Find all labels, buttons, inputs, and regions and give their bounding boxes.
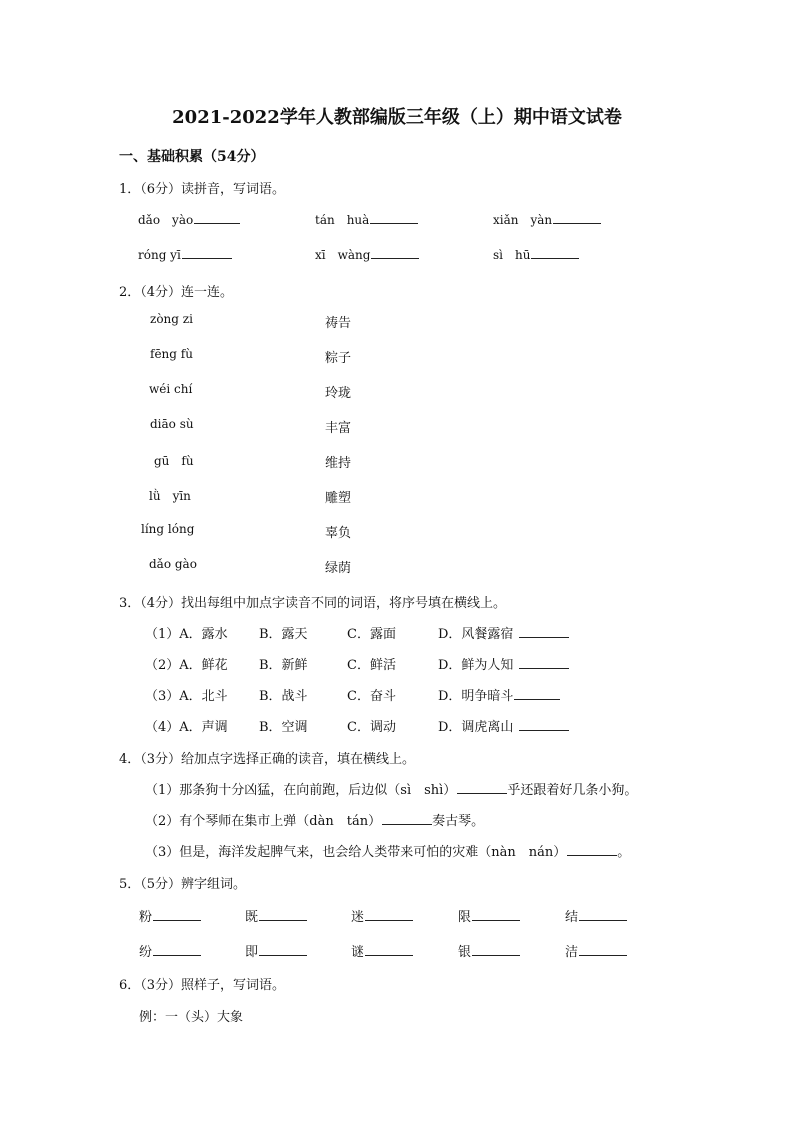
answer-blank[interactable]	[370, 211, 418, 224]
q3-option: D．鲜为人知	[438, 654, 569, 673]
answer-blank[interactable]	[567, 843, 617, 856]
q3-option: D．调虎离山	[438, 716, 569, 735]
q3-option: D．风餐露宿	[438, 623, 569, 642]
q2-pinyin: zòng zi	[150, 312, 193, 326]
q3-option: （3）A．北斗	[145, 689, 228, 704]
q2-word: 雕塑	[325, 491, 352, 506]
q5-char: 既	[245, 906, 307, 925]
answer-blank[interactable]	[519, 656, 569, 669]
q3-option: B．空调	[259, 720, 308, 735]
q1-item: sì hū	[493, 246, 579, 263]
q1-item: xī wàng	[315, 246, 419, 263]
q2-pinyin: wéi chí	[149, 382, 193, 396]
q2-pinyin: fēng fù	[150, 347, 193, 361]
question-2-prompt: 2．（4分）连一连。	[119, 285, 234, 300]
q3-option: C．调动	[347, 720, 396, 735]
q3-option: D．明争暗斗	[438, 685, 560, 704]
q2-pinyin: diāo sù	[150, 417, 194, 431]
q2-pinyin: líng lóng	[141, 522, 195, 536]
q5-char: 谜	[351, 941, 413, 960]
q2-word: 绿荫	[325, 561, 352, 576]
answer-blank[interactable]	[153, 943, 201, 956]
answer-blank[interactable]	[519, 718, 569, 731]
question-6-prompt: 6．（3分）照样子，写词语。	[119, 978, 286, 993]
q3-option: B．战斗	[259, 689, 308, 704]
answer-blank[interactable]	[579, 908, 627, 921]
q3-option: （1）A．露水	[145, 627, 228, 642]
q5-char: 洁	[565, 941, 627, 960]
q5-char: 银	[458, 941, 520, 960]
q5-char: 结	[565, 906, 627, 925]
question-3-prompt: 3．（4分）找出每组中加点字读音不同的词语，将序号填在横线上。	[119, 596, 507, 611]
question-1-prompt: 1．（6分）读拼音，写词语。	[119, 182, 286, 197]
q5-char: 即	[245, 941, 307, 960]
q2-word: 维持	[325, 456, 352, 471]
q2-word: 丰富	[325, 421, 352, 436]
q3-option: C．鲜活	[347, 658, 396, 673]
q1-item: xiǎn yàn	[493, 211, 601, 228]
answer-blank[interactable]	[531, 246, 579, 259]
q1-item: dǎo yào	[138, 211, 240, 228]
answer-blank[interactable]	[194, 211, 240, 224]
q3-option: C．奋斗	[347, 689, 396, 704]
q3-option: C．露面	[347, 627, 396, 642]
q5-char: 纷	[139, 941, 201, 960]
q3-option: B．新鲜	[259, 658, 308, 673]
q4-sentence: （2）有个琴师在集市上弹（dàn tán） 奏古琴。	[145, 814, 485, 829]
answer-blank[interactable]	[472, 908, 520, 921]
q2-pinyin: lǜ yīn	[149, 489, 191, 503]
question-5-prompt: 5．（5分）辨字组词。	[119, 877, 247, 892]
question-4-prompt: 4．（3分）给加点字选择正确的读音，填在横线上。	[119, 752, 416, 767]
q2-pinyin: dǎo gào	[149, 557, 197, 571]
answer-blank[interactable]	[472, 943, 520, 956]
q2-pinyin: gū fù	[154, 454, 194, 468]
answer-blank[interactable]	[519, 625, 569, 638]
q6-example: 例：一（头）大象	[139, 1010, 244, 1025]
answer-blank[interactable]	[382, 812, 432, 825]
q3-option: （2）A．鲜花	[145, 658, 228, 673]
q2-word: 祷告	[325, 316, 352, 331]
q4-sentence: （3）但是，海洋发起脾气来，也会给人类带来可怕的灾难（nàn nán） 。	[145, 845, 631, 860]
q5-char: 迷	[351, 906, 413, 925]
q2-word: 玲珑	[325, 386, 352, 401]
answer-blank[interactable]	[553, 211, 601, 224]
page-title: 2021-2022学年人教部编版三年级（上）期中语文试卷	[172, 107, 622, 128]
q5-char: 粉	[139, 906, 201, 925]
section-heading: 一、基础积累（54分）	[119, 149, 265, 165]
q4-sentence: （1）那条狗十分凶猛，在向前跑，后边似（sì shì） 乎还跟着好几条小狗。	[145, 783, 638, 798]
answer-blank[interactable]	[514, 687, 560, 700]
q2-word: 粽子	[325, 351, 352, 366]
answer-blank[interactable]	[579, 943, 627, 956]
q3-option: （4）A．声调	[145, 720, 228, 735]
answer-blank[interactable]	[365, 908, 413, 921]
q5-char: 限	[458, 906, 520, 925]
q1-item: tán huà	[315, 211, 418, 228]
answer-blank[interactable]	[457, 781, 507, 794]
q3-option: B．露天	[259, 627, 308, 642]
answer-blank[interactable]	[259, 943, 307, 956]
q2-word: 辜负	[325, 526, 352, 541]
answer-blank[interactable]	[365, 943, 413, 956]
answer-blank[interactable]	[153, 908, 201, 921]
answer-blank[interactable]	[371, 246, 419, 259]
q1-item: róng yī	[138, 246, 232, 262]
answer-blank[interactable]	[182, 246, 232, 259]
answer-blank[interactable]	[259, 908, 307, 921]
